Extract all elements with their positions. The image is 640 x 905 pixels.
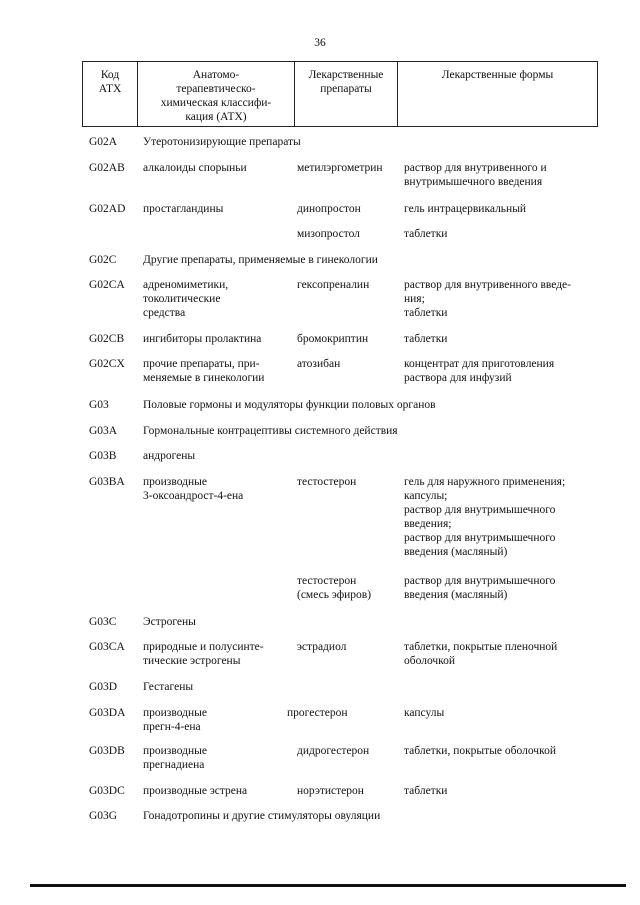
group-title: Утеротонизирующие препараты: [143, 136, 301, 148]
text-line: прегн-4-ена: [143, 721, 201, 733]
row-code: G03B: [89, 450, 117, 462]
header-line: Анатомо-: [192, 69, 240, 81]
group-title: Половые гормоны и модуляторы функции половых органов: [143, 399, 436, 411]
row-drug: тестостерон: [297, 476, 357, 488]
text-line: меняемые в гинекологии: [143, 372, 265, 384]
row-form: [404, 640, 557, 668]
row-class: [143, 744, 207, 772]
text-line: раствор для внутривенного введе-: [404, 279, 571, 291]
header-forms: [398, 62, 597, 126]
text-line: производные: [143, 476, 207, 488]
text-line: прегнадиена: [143, 759, 205, 771]
text-line: оболочкой: [404, 655, 456, 667]
text-line: ния;: [404, 293, 425, 305]
text-line: раствор для внутривенного и: [404, 162, 547, 174]
header-code: [83, 62, 138, 126]
table-header: [82, 61, 598, 127]
row-class: ингибиторы пролактина: [143, 333, 262, 345]
row-code: G02CB: [89, 333, 125, 345]
header-line: Лекарственные: [308, 69, 384, 81]
text-line: природные и полусинте-: [143, 641, 264, 653]
text-line: введения;: [404, 518, 452, 530]
header-line: кация (АТХ): [185, 111, 247, 123]
row-code: G03BA: [89, 476, 125, 488]
row-form: таблетки: [404, 228, 448, 240]
row-code: G03: [89, 399, 109, 411]
row-drug: [297, 574, 371, 602]
text-line: тические эстрогены: [143, 655, 241, 667]
group-title: Гонадотропины и другие стимуляторы овуляции: [143, 810, 381, 822]
row-drug: норэтистерон: [297, 785, 364, 797]
row-class: [143, 475, 243, 503]
row-class: [143, 357, 264, 385]
text-line: раствора для инфузий: [404, 372, 512, 384]
text-line: адреномиметики,: [143, 279, 229, 291]
row-form: таблетки: [404, 333, 448, 345]
row-drug: мизопростол: [297, 228, 360, 240]
text-line: 3-оксоандрост-4-ена: [143, 490, 244, 502]
row-class: простагландины: [143, 203, 224, 215]
row-class: алкалоиды спорыньи: [143, 162, 247, 174]
text-line: капсулы;: [404, 490, 448, 502]
row-code: G03D: [89, 681, 118, 693]
text-line: таблетки, покрытые пленочной: [404, 641, 558, 653]
row-code: G03DC: [89, 785, 125, 797]
row-code: G03A: [89, 425, 118, 437]
row-code: G03DA: [89, 707, 126, 719]
text-line: внутримышечного введения: [404, 176, 543, 188]
text-line: прочие препараты, при-: [143, 358, 260, 370]
header-classification: [138, 62, 295, 126]
row-class: [143, 278, 228, 320]
row-code: G03DB: [89, 745, 125, 757]
row-drug: гексопреналин: [297, 279, 370, 291]
row-code: G02AB: [89, 162, 125, 174]
row-code: G03G: [89, 810, 118, 822]
group-title: Эстрогены: [143, 616, 196, 628]
group-title: Другие препараты, применяемые в гинекологии: [143, 254, 378, 266]
row-form: [404, 161, 547, 189]
row-class: производные эстрена: [143, 785, 248, 797]
row-form: [404, 475, 565, 559]
page-number: 36: [314, 37, 326, 49]
text-line: концентрат для приготовления: [404, 358, 555, 370]
row-code: G02AD: [89, 203, 126, 215]
row-drug: дидрогестерон: [297, 745, 370, 757]
group-title: Гормональные контрацептивы системного действия: [143, 425, 398, 437]
header-line: препараты: [320, 83, 372, 95]
text-line: тестостерон: [297, 575, 357, 587]
text-line: раствор для внутримышечного: [404, 532, 556, 544]
header-line: Код: [100, 69, 120, 81]
text-line: производные: [143, 745, 207, 757]
header-line: химическая классифи-: [160, 97, 272, 109]
page-bottom-rule: [30, 884, 626, 887]
row-form: таблетки: [404, 785, 448, 797]
header-line: терапевтическо-: [176, 83, 256, 95]
header-drugs: [295, 62, 398, 126]
header-line: АТХ: [98, 83, 122, 95]
text-line: раствор для внутримышечного: [404, 504, 556, 516]
row-form: [404, 357, 554, 385]
row-code: G02CX: [89, 358, 125, 370]
row-class: [143, 706, 207, 734]
text-line: (смесь эфиров): [297, 589, 372, 601]
text-line: введения (масляный): [404, 546, 508, 558]
row-code: G02A: [89, 136, 118, 148]
group-title: Гестагены: [143, 681, 194, 693]
text-line: таблетки: [404, 307, 448, 319]
row-code: G02C: [89, 254, 117, 266]
text-line: введения (масляный): [404, 589, 508, 601]
row-form: гель интрацервикальный: [404, 203, 527, 215]
row-drug: прогестерон: [287, 707, 348, 719]
row-drug: бромокриптин: [297, 333, 369, 345]
text-line: средства: [143, 307, 186, 319]
row-code: G03CA: [89, 641, 125, 653]
row-code: G02CA: [89, 279, 125, 291]
text-line: раствор для внутримышечного: [404, 575, 556, 587]
row-form: таблетки, покрытые оболочкой: [404, 745, 556, 757]
text-line: производные: [143, 707, 207, 719]
text-line: токолитические: [143, 293, 221, 305]
row-form: капсулы: [404, 707, 445, 719]
row-form: [404, 278, 571, 320]
row-drug: атозибан: [297, 358, 341, 370]
text-line: гель для наружного применения;: [404, 476, 566, 488]
row-code: G03C: [89, 616, 117, 628]
group-title: андрогены: [143, 450, 196, 462]
row-class: [143, 640, 264, 668]
header-line: Лекарственные формы: [441, 69, 554, 81]
row-drug: метилэргометрин: [297, 162, 383, 174]
row-form: [404, 574, 555, 602]
row-drug: эстрадиол: [297, 641, 347, 653]
row-drug: динопростон: [297, 203, 361, 215]
